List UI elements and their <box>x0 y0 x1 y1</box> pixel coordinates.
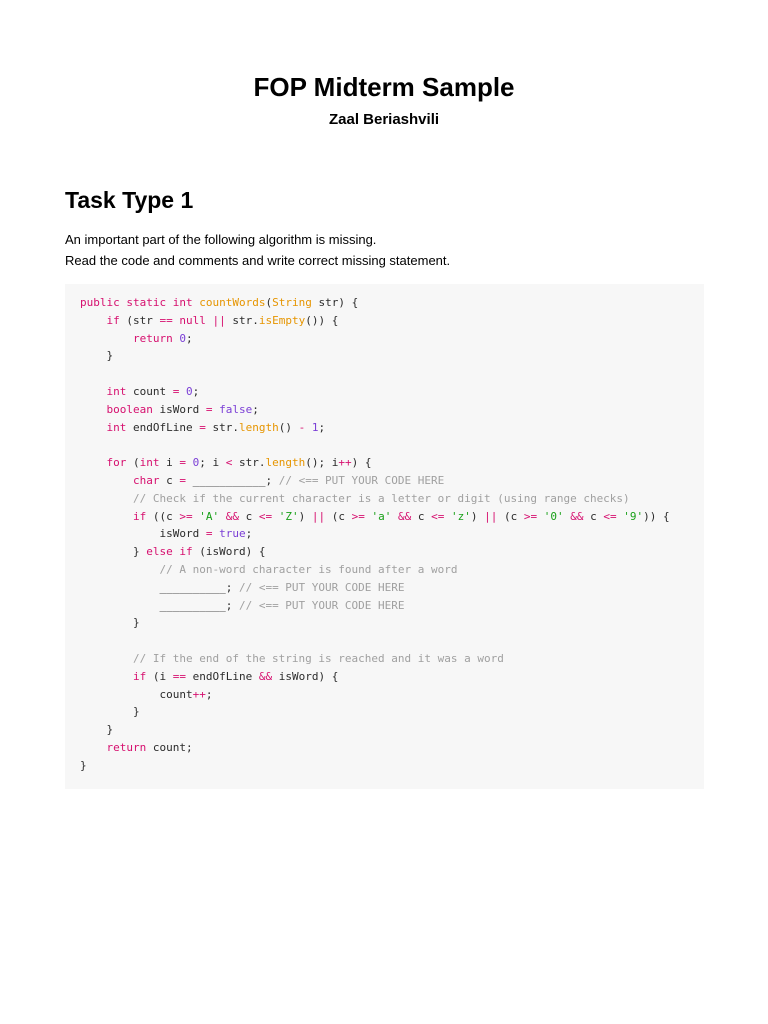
code-line <box>80 490 670 508</box>
code-keyword: if <box>132 509 147 523</box>
code-text: } <box>80 349 114 363</box>
code-text: (); i <box>305 456 339 470</box>
code-comment: // <== PUT YOUR CODE HERE <box>238 598 405 612</box>
code-line <box>80 579 670 597</box>
code-text: isWord) { <box>272 669 339 683</box>
code-text: count; <box>146 740 193 754</box>
code-comment: // A non-word character is found after a word <box>159 562 458 576</box>
code-text: ; <box>185 331 193 345</box>
code-text <box>80 741 107 754</box>
code-text: count <box>126 384 173 398</box>
code-line <box>80 561 670 579</box>
code-text <box>206 314 213 327</box>
code-listing <box>80 294 670 775</box>
code-operator: >= <box>351 509 365 523</box>
code-text <box>80 421 107 434</box>
code-text: isWord <box>80 527 206 541</box>
code-text <box>272 510 279 523</box>
code-line <box>80 543 670 561</box>
code-line <box>80 525 670 543</box>
code-operator: ++ <box>192 687 206 701</box>
code-text: ()) { <box>305 313 339 327</box>
code-text <box>444 510 451 523</box>
code-text: ; <box>318 420 326 434</box>
code-comment: // <== PUT YOUR CODE HERE <box>238 580 405 594</box>
code-text: ; <box>192 384 200 398</box>
code-keyword: return <box>106 740 147 754</box>
code-operator: = <box>199 420 206 434</box>
code-line <box>80 436 670 454</box>
code-line <box>80 614 670 632</box>
code-number: 0 <box>185 384 193 398</box>
code-text: (str <box>119 313 160 327</box>
code-text: } <box>80 758 87 772</box>
code-line <box>80 757 670 775</box>
code-keyword: if <box>106 313 120 327</box>
code-line <box>80 312 670 330</box>
code-operator: && <box>570 509 584 523</box>
code-text: ; <box>245 527 253 541</box>
code-operator: - <box>298 420 306 434</box>
code-text: str. <box>225 313 259 327</box>
code-text: c <box>583 509 604 523</box>
code-operator: && <box>397 509 412 523</box>
code-char-literal: '0' <box>543 509 564 523</box>
code-type: String <box>272 296 312 309</box>
code-line <box>80 703 670 721</box>
code-operator: ++ <box>338 456 352 470</box>
code-char-literal: 'a' <box>371 509 392 523</box>
code-operator: = <box>172 384 180 398</box>
code-keyword: char <box>132 473 160 487</box>
section-heading: Task Type 1 <box>65 187 194 213</box>
code-text: ; <box>205 687 213 701</box>
code-keyword: public static int <box>80 296 200 309</box>
document-title: FOP Midterm Sample <box>253 72 515 102</box>
code-line <box>80 383 670 401</box>
code-keyword: int <box>106 420 127 434</box>
code-comment: // Check if the current character is a letter or digit (using range checks) <box>132 491 630 505</box>
code-keyword: for <box>106 456 127 470</box>
code-line <box>80 668 670 686</box>
code-operator: <= <box>258 509 273 523</box>
code-line <box>80 330 670 348</box>
code-operator: <= <box>431 509 445 523</box>
code-method: length <box>265 456 306 470</box>
code-text <box>305 421 312 434</box>
code-text: str. <box>232 456 266 470</box>
code-text: i <box>159 456 180 470</box>
code-text: } <box>80 545 147 559</box>
code-text <box>391 510 398 523</box>
code-text <box>80 563 159 576</box>
code-text: ) { <box>351 456 372 470</box>
code-text: __________; <box>80 598 239 612</box>
code-text <box>80 332 133 345</box>
code-text: ( <box>126 456 140 470</box>
code-comment: // <== PUT YOUR CODE HERE <box>278 473 445 487</box>
code-operator: < <box>225 456 233 470</box>
code-line <box>80 365 670 383</box>
code-text: } <box>80 705 140 719</box>
code-keyword: if <box>132 669 147 683</box>
code-text: endOfLine <box>126 420 200 434</box>
code-text: (isWord) { <box>192 545 266 559</box>
code-line <box>80 597 670 615</box>
code-text <box>80 510 133 523</box>
code-comment: // If the end of the string is reached and it was a word <box>132 651 504 665</box>
code-text <box>179 385 186 398</box>
code-text: c <box>411 509 432 523</box>
code-text <box>537 510 544 523</box>
code-text <box>186 456 193 469</box>
code-operator: = <box>205 402 213 416</box>
code-operator: >= <box>523 509 538 523</box>
code-text <box>80 314 107 327</box>
code-char-literal: 'Z' <box>278 509 299 523</box>
code-text: ; <box>252 402 259 416</box>
code-number: 1 <box>311 420 319 434</box>
instruction-line: Read the code and comments and write correct missing statement. <box>65 253 451 268</box>
code-text: } <box>80 616 140 630</box>
code-operator: || <box>484 509 498 523</box>
code-keyword: return <box>132 331 173 345</box>
code-text: str) { <box>311 296 359 309</box>
code-text <box>80 456 107 469</box>
code-number: 0 <box>192 456 200 470</box>
code-line <box>80 632 670 650</box>
code-number: 0 <box>179 331 186 345</box>
code-line <box>80 454 670 472</box>
code-text: isWord <box>152 402 206 416</box>
code-text: ((c <box>146 509 180 523</box>
code-line <box>80 508 670 526</box>
code-text: ___________; <box>185 473 279 487</box>
code-keyword: int <box>106 384 127 398</box>
code-operator: || <box>212 313 226 327</box>
code-char-literal: '9' <box>623 509 644 523</box>
code-keyword: int <box>139 456 160 470</box>
code-text: ) <box>470 509 485 523</box>
code-operator: >= <box>179 509 193 523</box>
code-keyword: else if <box>146 545 193 559</box>
code-line <box>80 686 670 704</box>
code-line <box>80 721 670 739</box>
code-text <box>80 474 133 487</box>
code-text: count <box>80 687 193 701</box>
code-keyword: null <box>179 313 206 327</box>
code-method: length <box>238 420 279 434</box>
code-line <box>80 401 670 419</box>
code-text <box>80 670 133 683</box>
code-text: str. <box>205 420 239 434</box>
code-text: __________; <box>80 580 239 594</box>
code-text <box>80 652 133 665</box>
code-text: c <box>159 473 180 487</box>
code-text <box>219 510 226 523</box>
code-line <box>80 347 670 365</box>
code-text: )) { <box>643 509 670 523</box>
code-line <box>80 294 670 312</box>
code-operator: && <box>225 509 239 523</box>
code-keyword: boolean <box>106 402 153 416</box>
code-text: c <box>238 509 259 523</box>
code-line <box>80 419 670 437</box>
instruction-line: An important part of the following algorithm is missing. <box>65 232 377 247</box>
code-line <box>80 650 670 668</box>
code-text <box>80 492 133 505</box>
code-method: countWords <box>199 296 266 309</box>
code-text: () <box>278 420 299 434</box>
code-text: endOfLine <box>185 669 259 683</box>
task-instructions <box>65 229 450 271</box>
code-line <box>80 472 670 490</box>
code-operator: = <box>179 473 186 487</box>
code-operator: || <box>311 509 326 523</box>
code-text: ) <box>298 509 312 523</box>
code-operator: = <box>179 456 186 470</box>
code-char-literal: 'A' <box>199 509 220 523</box>
code-operator: == <box>172 669 186 683</box>
code-block <box>65 284 704 789</box>
code-text <box>80 385 107 398</box>
code-text: (i <box>146 669 173 683</box>
code-text: ( <box>265 296 273 309</box>
document-author: Zaal Beriashvili <box>328 111 440 128</box>
code-operator: = <box>205 527 213 541</box>
code-operator: <= <box>603 509 617 523</box>
code-text: } <box>80 723 114 737</box>
code-text: (c <box>325 509 352 523</box>
code-text: (c <box>497 509 524 523</box>
code-char-literal: 'z' <box>450 509 471 523</box>
code-line <box>80 739 670 757</box>
code-text <box>80 403 107 416</box>
code-literal: true <box>219 527 246 541</box>
code-literal: false <box>219 402 253 416</box>
code-method: isEmpty <box>258 313 306 327</box>
code-operator: && <box>258 669 273 683</box>
code-text: ; i <box>199 456 226 470</box>
code-operator: == <box>159 313 173 327</box>
